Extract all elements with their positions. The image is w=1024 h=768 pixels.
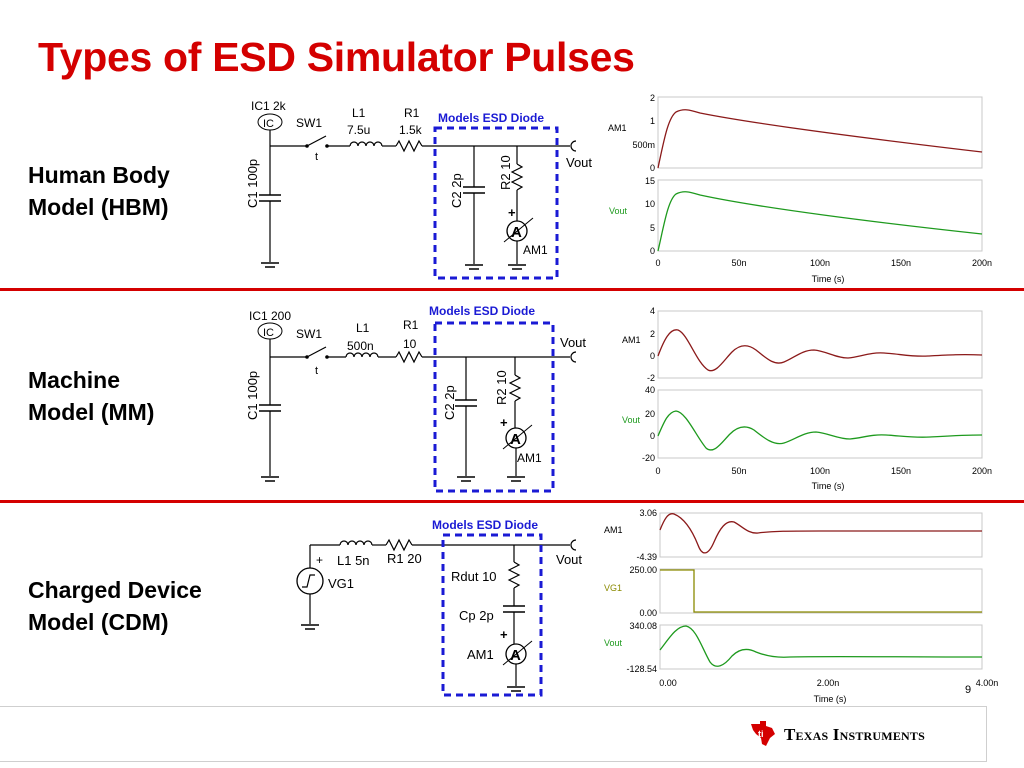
cdm-vout: Vout xyxy=(556,552,583,567)
hbm-c1-label: C1 100p xyxy=(245,158,260,208)
hbm-x-tick-2: 100n xyxy=(809,258,831,268)
hbm-r1-value: 1.5k xyxy=(399,123,422,137)
hbm-am1-label: AM1 xyxy=(608,123,627,133)
hbm-ic-text: IC xyxy=(263,118,274,130)
cdm-label-line2: Model (CDM) xyxy=(28,609,169,635)
mm-vout-tick-2: 0 xyxy=(649,431,655,441)
mm-label-line1: Machine xyxy=(28,367,121,393)
cdm-rdut xyxy=(509,562,519,588)
hbm-r2 xyxy=(512,164,522,190)
cdm-vout-tick-0: 340.08 xyxy=(629,621,657,631)
hbm-label-line1: Human Body xyxy=(28,162,170,188)
hbm-plus: + xyxy=(508,205,516,220)
cdm-source-icon xyxy=(297,568,323,594)
hbm-c2-label: C2 2p xyxy=(449,173,464,208)
cdm-vg1-plot-area xyxy=(660,569,982,613)
cdm-x-label: Time (s) xyxy=(813,694,847,704)
mm-x-tick-1: 50n xyxy=(731,466,747,476)
hbm-r2-label: R2 10 xyxy=(498,155,513,190)
cdm-vout-tick-1: -128.54 xyxy=(626,664,657,674)
hbm-vout-tick-1: 10 xyxy=(644,199,655,209)
mm-r1 xyxy=(396,352,422,362)
mm-x-label: Time (s) xyxy=(811,481,845,491)
cdm-plots xyxy=(604,508,998,704)
hbm-ammeter-symbol: A xyxy=(511,224,522,241)
hbm-label-line2: Model (HBM) xyxy=(28,194,169,220)
hbm-vout-label: Vout xyxy=(609,206,628,216)
cdm-plus: + xyxy=(316,553,324,567)
hbm-am1-tick-0: 2 xyxy=(649,93,655,103)
mm-switch-t: t xyxy=(315,365,319,377)
mm-l1-value: 500n xyxy=(347,339,374,353)
cdm-cp-label: Cp 2p xyxy=(459,608,494,623)
cdm-am1-tick-1: -4.39 xyxy=(636,552,657,562)
mm-l1-name: L1 xyxy=(356,321,370,335)
cdm-am1-label: AM1 xyxy=(604,525,623,535)
mm-am1-plot-area xyxy=(658,311,982,378)
hbm-ic-label: IC1 2k xyxy=(251,99,286,113)
mm-c1-label: C1 100p xyxy=(245,370,260,420)
mm-schematic xyxy=(245,304,586,491)
hbm-r1-name: R1 xyxy=(404,106,420,120)
mm-vout-tick-3: -20 xyxy=(641,453,655,463)
hbm-x-label: Time (s) xyxy=(811,274,845,284)
cdm-r1 xyxy=(386,540,412,550)
cdm-label-line1: Charged Device xyxy=(28,577,202,603)
mm-x-tick-0: 0 xyxy=(655,466,661,476)
cdm-rdut-label: Rdut 10 xyxy=(451,569,497,584)
mm-r1-name: R1 xyxy=(403,318,419,332)
mm-ic-label: IC1 200 xyxy=(249,309,292,323)
cdm-vg1-label: VG1 xyxy=(604,583,623,593)
mm-x-tick-2: 100n xyxy=(809,466,831,476)
cdm-esd-box-label: Models ESD Diode xyxy=(432,518,539,532)
cdm-vout-label: Vout xyxy=(604,638,623,648)
slide-title: Types of ESD Simulator Pulses xyxy=(38,34,635,80)
cdm-vout-plot-area xyxy=(660,625,982,669)
cdm-ammeter-name: AM1 xyxy=(467,647,494,662)
cdm-source-label: VG1 xyxy=(328,576,355,591)
mm-ic-text: IC xyxy=(263,327,274,339)
hbm-x-tick-0: 0 xyxy=(655,258,661,268)
svg-text:ti: ti xyxy=(758,729,764,739)
cdm-r1-label: R1 20 xyxy=(387,551,422,566)
mm-label-line2: Model (MM) xyxy=(28,399,155,425)
hbm-vout-tick-3: 0 xyxy=(649,246,655,256)
mm-am1-tick-0: 4 xyxy=(649,306,655,316)
cdm-am1-tick-0: 3.06 xyxy=(639,508,657,518)
cdm-x-tick-2: 4.00n xyxy=(975,678,999,688)
mm-r1-value: 10 xyxy=(403,337,417,351)
hbm-schematic xyxy=(245,99,592,278)
mm-esd-box-label: Models ESD Diode xyxy=(429,304,536,318)
page-number: 9 xyxy=(965,684,972,696)
cdm-x-tick-1: 2.00n xyxy=(816,678,840,688)
hbm-vout-tick-2: 5 xyxy=(649,223,655,233)
hbm-switch-label: SW1 xyxy=(296,116,323,130)
mm-switch xyxy=(307,347,326,357)
hbm-x-tick-3: 150n xyxy=(890,258,912,268)
cdm-x-tick-0: 0.00 xyxy=(659,678,677,688)
hbm-esd-box-label: Models ESD Diode xyxy=(438,111,545,125)
cdm-ammeter-symbol: A xyxy=(510,647,521,664)
hbm-am1-tick-1: 1 xyxy=(649,116,655,126)
mm-vout: Vout xyxy=(560,335,587,350)
mm-ammeter-name: AM1 xyxy=(517,451,542,465)
texas-instruments-wordmark: Texas Instruments xyxy=(784,725,925,744)
cdm-schematic xyxy=(297,518,582,695)
hbm-am1-tick-2: 500m xyxy=(632,140,655,150)
mm-am1-label: AM1 xyxy=(622,335,641,345)
mm-ammeter-symbol: A xyxy=(510,431,521,448)
mm-vout-tick-0: 40 xyxy=(644,385,655,395)
mm-vout-label: Vout xyxy=(622,415,641,425)
hbm-vout-plot-area xyxy=(658,180,982,251)
mm-plots xyxy=(622,306,992,491)
mm-x-tick-3: 150n xyxy=(890,466,912,476)
mm-r2-label: R2 10 xyxy=(494,370,509,405)
cdm-vg1-tick-0: 250.00 xyxy=(629,565,657,575)
mm-switch-label: SW1 xyxy=(296,327,323,341)
hbm-switch xyxy=(307,136,326,146)
mm-c2-label: C2 2p xyxy=(442,385,457,420)
hbm-switch-t: t xyxy=(315,151,319,163)
hbm-l1-value: 7.5u xyxy=(347,123,371,137)
hbm-am1-tick-3: 0 xyxy=(649,163,655,173)
mm-vout-tick-1: 20 xyxy=(644,409,655,419)
hbm-r1 xyxy=(396,141,422,151)
hbm-x-tick-1: 50n xyxy=(731,258,747,268)
mm-am1-tick-3: -2 xyxy=(646,373,655,383)
cdm-l1-label: L1 5n xyxy=(337,553,370,568)
hbm-plots xyxy=(608,93,992,284)
hbm-vout: Vout xyxy=(566,155,593,170)
mm-am1-tick-1: 2 xyxy=(649,329,655,339)
cdm-vg1-tick-1: 0.00 xyxy=(639,608,657,618)
mm-x-tick-4: 200n xyxy=(971,466,993,476)
hbm-ammeter-name: AM1 xyxy=(523,243,548,257)
cdm-ammeter-plus: + xyxy=(500,627,508,642)
mm-plus: + xyxy=(500,415,508,430)
hbm-l1-name: L1 xyxy=(352,106,366,120)
hbm-vout-tick-0: 15 xyxy=(644,176,655,186)
hbm-x-tick-4: 200n xyxy=(971,258,993,268)
hbm-am1-plot-area xyxy=(658,97,982,168)
texas-instruments-logo-icon xyxy=(748,718,778,748)
mm-r2 xyxy=(510,375,520,401)
mm-am1-tick-2: 0 xyxy=(649,351,655,361)
